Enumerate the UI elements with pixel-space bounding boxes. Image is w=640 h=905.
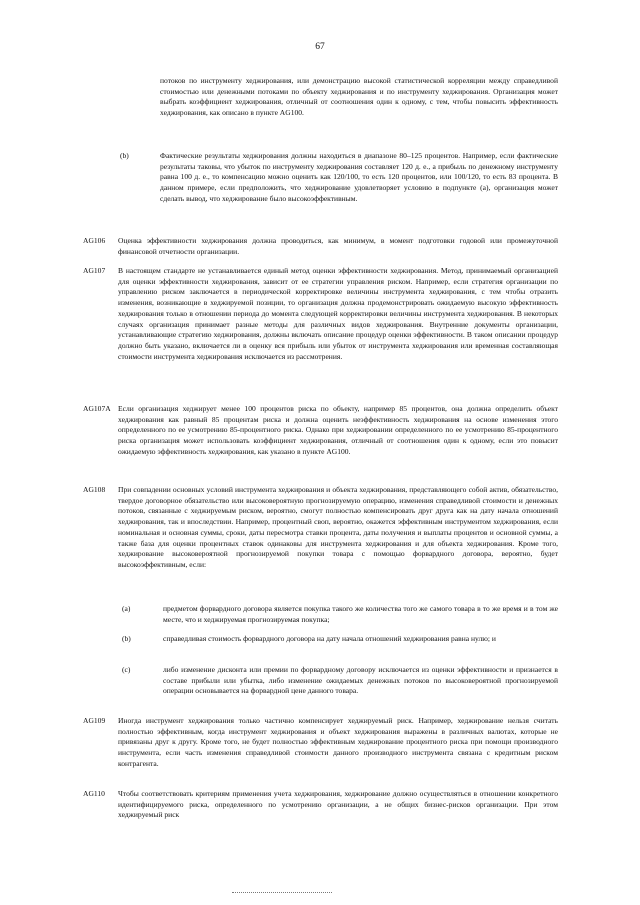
paragraph-code: AG109: [83, 716, 106, 725]
list-item-label: (c): [122, 665, 131, 674]
paragraph-text: В настоящем стандарте не устанавливается единый метод оценки эффективности хеджирования. Метод, принимаемый организацией для оценки эффективности хеджирования, зависит от ее стратегии управления риском. Например, если стратегия организации по управлению риском заключается в периодической корректировке величины инструмента хеджирования, с тем чтобы отразить изменения, возникающие в хеджируемой позиции, то организация должна продемонстрировать ожидаемую высокую эффективность хеджирования только в отношении периода до момента следующей корректировки величины инструмента хеджирования. В некоторых случаях организация принимает разные методы для различных видов хеджирования. Внутренние документы организации, устанавливающие стратегию хеджирования, должны включать описание процедур оценки эффективности. В таком описании процедур должно быть указано, включается ли в оценку вся прибыль или убыток от инструмента хеджирования или временная составляющая стоимости инструмента хеджирования исключается из рассмотрения.: [118, 266, 558, 361]
paragraph-code: AG108: [83, 485, 106, 494]
list-item-label: (a): [122, 604, 131, 613]
paragraph-code: AG106: [83, 236, 106, 245]
paragraph-text: При совпадении основных условий инструмента хеджирования и объекта хеджирования, представляющего собой актив, обязательство, твердое договорное обязательство или высоковероятную прогнозируемую операцию, изменения справедливой стоимости и денежных потоков, связанные с хеджируемым риском, вероятно, смогут полностью компенсировать друг друга как на дату начала отношений хеджирования, так и впоследствии. Например, процентный своп, вероятно, окажется эффективным инструментом хеджирования, если номинальная и основная суммы, сроки, даты пересмотра ставки процента, даты получения и выплаты процентов и основной суммы, а также база для оценки процентных ставок одинаковы для инструмента хеджирования и для объекта хеджирования. Кроме того, хеджирование высоковероятной прогнозируемой покупки товара с помощью форвардного договора, вероятно, будет высокоэффективным, если:: [118, 485, 558, 569]
paragraph-text: Оценка эффективности хеджирования должна проводиться, как минимум, в момент подготовки годовой или промежуточной финансовой отчетности организации.: [118, 236, 558, 256]
footer-rule: [232, 892, 332, 893]
item-b-text: Фактические результаты хеджирования должны находиться в диапазоне 80–125 процентов. Например, если фактические результаты таковы, что убыток по инструменту хеджирования составляет 120 д. е., а прибыль по денежному инструменту равна 100 д. е., то компенсацию можно оценить как 120/100, то есть 120 процентов, или 100/120, то есть 83 процента. В данном примере, если предположить, что хеджирование удовлетворяет условию в подпункте (а), организация может сделать вывод, что хеджирование было высокоэффективным.: [160, 151, 558, 203]
paragraph-text: Если организация хеджирует менее 100 процентов риска по объекту, например 85 процентов, она должна определить объект хеджирования как равный 85 процентам риска и должна оценить неэффективность хеджирования на основе изменения этого определенного по ее усмотрению 85-процентного риска. Однако при хеджировании определенного по ее усмотрению 85-процентного риска организация может использовать коэффициент хеджирования, отличный от соотношения один к одному, если это повысит ожидаемую эффективность хеджирования, как указано в пункте AG100.: [118, 404, 558, 456]
page-number: 67: [315, 42, 325, 52]
paragraph-text: Иногда инструмент хеджирования только частично компенсирует хеджируемый риск. Например, хеджирование нельзя считать полностью эффективным, когда инструмент хеджирования и объект хеджирования выражены в различных валютах, которые не привязаны друг к другу. Кроме того, не будет полностью эффективным хеджирование процентного риска при помощи производного инструмента, если часть изменения справедливой стоимости данного производного инструмента связана с кредитным риском контрагента.: [118, 716, 558, 768]
continuation-paragraph: потоков по инструменту хеджирования, или демонстрацию высокой статистической корреляции между справедливой стоимостью или денежными потоками по объекту хеджирования и по инструменту хеджирования. Организация может выбрать коэффициент хеджирования, отличный от соотношения один к одному, с тем, чтобы повысить эффективность хеджирования, как описано в пункте AG100.: [160, 76, 558, 118]
paragraph-text: Чтобы соответствовать критериям применения учета хеджирования, хеджирование должно осуществляться в отношении конкретного идентифицируемого риска, определенного по усмотрению организации, а не общих бизнес-рисков организации. При этом хеджируемый риск: [118, 789, 558, 820]
paragraph-code: AG107A: [83, 404, 111, 413]
item-b-label: (b): [120, 151, 129, 160]
paragraph-code: AG107: [83, 266, 106, 275]
list-item-label: (b): [122, 634, 131, 643]
list-item-text: справедливая стоимость форвардного договора на дату начала отношений хеджирования равна нулю; и: [163, 634, 496, 643]
list-item-text: предметом форвардного договора является покупка такого же количества того же самого товара в то же время и в том же месте, что и хеджируемая прогнозируемая покупка;: [163, 604, 558, 624]
list-item-text: либо изменение дисконта или премии по форвардному договору исключается из оценки эффективности и признается в составе прибыли или убытка, либо изменение ожидаемых денежных потоков по высоковероятной прогнозируемой операции основывается на форвардной цене данного товара.: [163, 665, 558, 696]
paragraph-code: AG110: [83, 789, 105, 798]
